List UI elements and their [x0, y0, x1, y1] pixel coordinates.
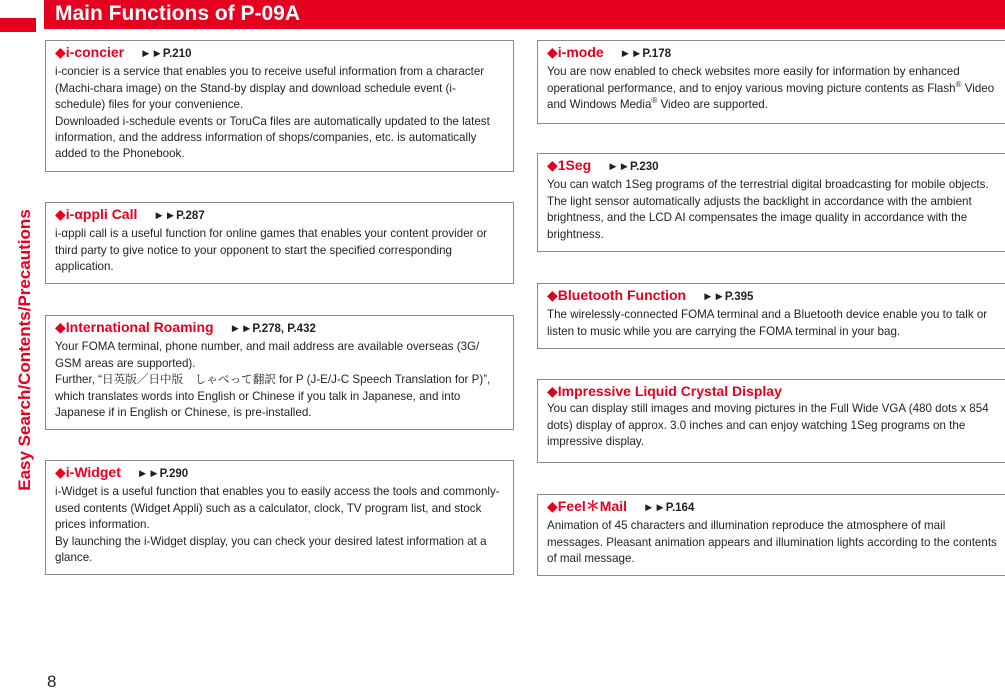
feature-box-i-widget — [45, 460, 514, 575]
page-title-bar — [44, 0, 1005, 29]
feature-box-i-concier — [45, 40, 514, 172]
feature-box-lcd — [537, 379, 1005, 463]
feature-box-i-mode — [537, 40, 1005, 124]
page-number: 8 — [47, 672, 57, 691]
page-reference-link[interactable]: ►►P.210 — [140, 48, 192, 60]
feature-title: ◆i-mode — [547, 44, 604, 60]
feature-description: i-Widget is a useful function that enables you to easily access the tools and commonly-used contents (Widget Appli) such as a calculator, clock, TV program list, and stock prices information. — [55, 485, 500, 532]
page-reference-link[interactable]: ►►P.178 — [619, 48, 671, 60]
page-title: Main Functions of P-09A — [55, 2, 301, 25]
feature-title: ◆International Roaming — [55, 319, 214, 335]
page-reference-link[interactable]: ►►P.230 — [607, 161, 659, 173]
registered-mark: ® — [955, 79, 962, 89]
section-tab-marker — [0, 18, 36, 32]
page-reference-link[interactable]: ►►P.395 — [702, 291, 754, 303]
registered-mark: ® — [651, 96, 658, 106]
feature-description: i-αppli call is a useful function for online games that enables your content provider or third party to give notice to your opponent to start the specified corresponding application. — [55, 227, 488, 274]
feature-box-i-appli-call — [45, 202, 514, 284]
feature-box-international-roaming — [45, 315, 514, 430]
feature-box-1seg — [537, 153, 1005, 252]
feature-description: By launching the i-Widget display, you can check your desired latest information at a glance. — [55, 534, 487, 565]
feature-description: Animation of 45 characters and illumination reproduce the atmosphere of mail messages. Pleasant animation appears and illumination lights according to the contents of mail message. — [547, 519, 997, 566]
feature-title: ◆i-αppli Call — [55, 206, 138, 222]
feature-description: Downloaded i-schedule events or ToruCa files are automatically updated to the latest information, and the address information of shops/companies, etc. is automatically added to the Phonebook. — [55, 114, 490, 161]
feature-title: ◆Feel＊Mail — [547, 498, 628, 514]
feature-box-feel-mail — [537, 494, 1005, 576]
feature-description: i-concier is a service that enables you to receive useful information from a character (Machi-chara image) on the Stand-by display and download schedule event (i-schedule) files for your convenience. — [55, 65, 485, 112]
feature-title: ◆Bluetooth Function — [547, 287, 687, 303]
feature-title: ◆i-concier — [55, 44, 125, 60]
feature-description: Your FOMA terminal, phone number, and mail address are available overseas (3G/ GSM areas are supported). — [55, 340, 480, 370]
feature-title: ◆1Seg — [547, 157, 592, 173]
feature-description: You are now enabled to check websites more easily for information by enhanced operational performance, and to enjoy various moving picture contents as Flash® Video and Windows Media® Video are supported. — [547, 65, 995, 112]
page-reference-link[interactable]: ►►P.287 — [153, 210, 205, 222]
page-reference-link[interactable]: ►►P.278, P.432 — [229, 323, 316, 335]
feature-description: Further, “日英版／日中版 しゃべって翻訳 for P (J-E/J-C Speech Translation for P)”, which translates words into English or Chinese if you talk in Japanese, and into Japanese if in English or Chinese, is pre-installed. — [55, 373, 491, 420]
feature-box-bluetooth — [537, 283, 1005, 349]
feature-title: ◆i-Widget — [55, 464, 121, 480]
feature-description: You can watch 1Seg programs of the terrestrial digital broadcasting for mobile objects. The light sensor automatically adjusts the backlight in accordance with the ambient brightness, and the LCD AI compensates the image quality in accordance with the brightness. — [547, 178, 989, 241]
feature-title: ◆Impressive Liquid Crystal Display — [547, 383, 782, 399]
feature-description: You can display still images and moving pictures in the Full Wide VGA (480 dots x 854 dots) display of approx. 3.0 inches and can enjoy watching 1Seg programs on the impressive display. — [547, 402, 989, 449]
side-section-label: Easy Search/Contents/Precautions — [15, 209, 34, 491]
page-reference-link[interactable]: ►►P.290 — [136, 468, 189, 480]
feature-description: The wirelessly-connected FOMA terminal and a Bluetooth device enable you to talk or listen to music while you are carrying the FOMA terminal in your bag. — [547, 308, 988, 338]
page-reference-link[interactable]: ►►P.164 — [643, 502, 695, 514]
